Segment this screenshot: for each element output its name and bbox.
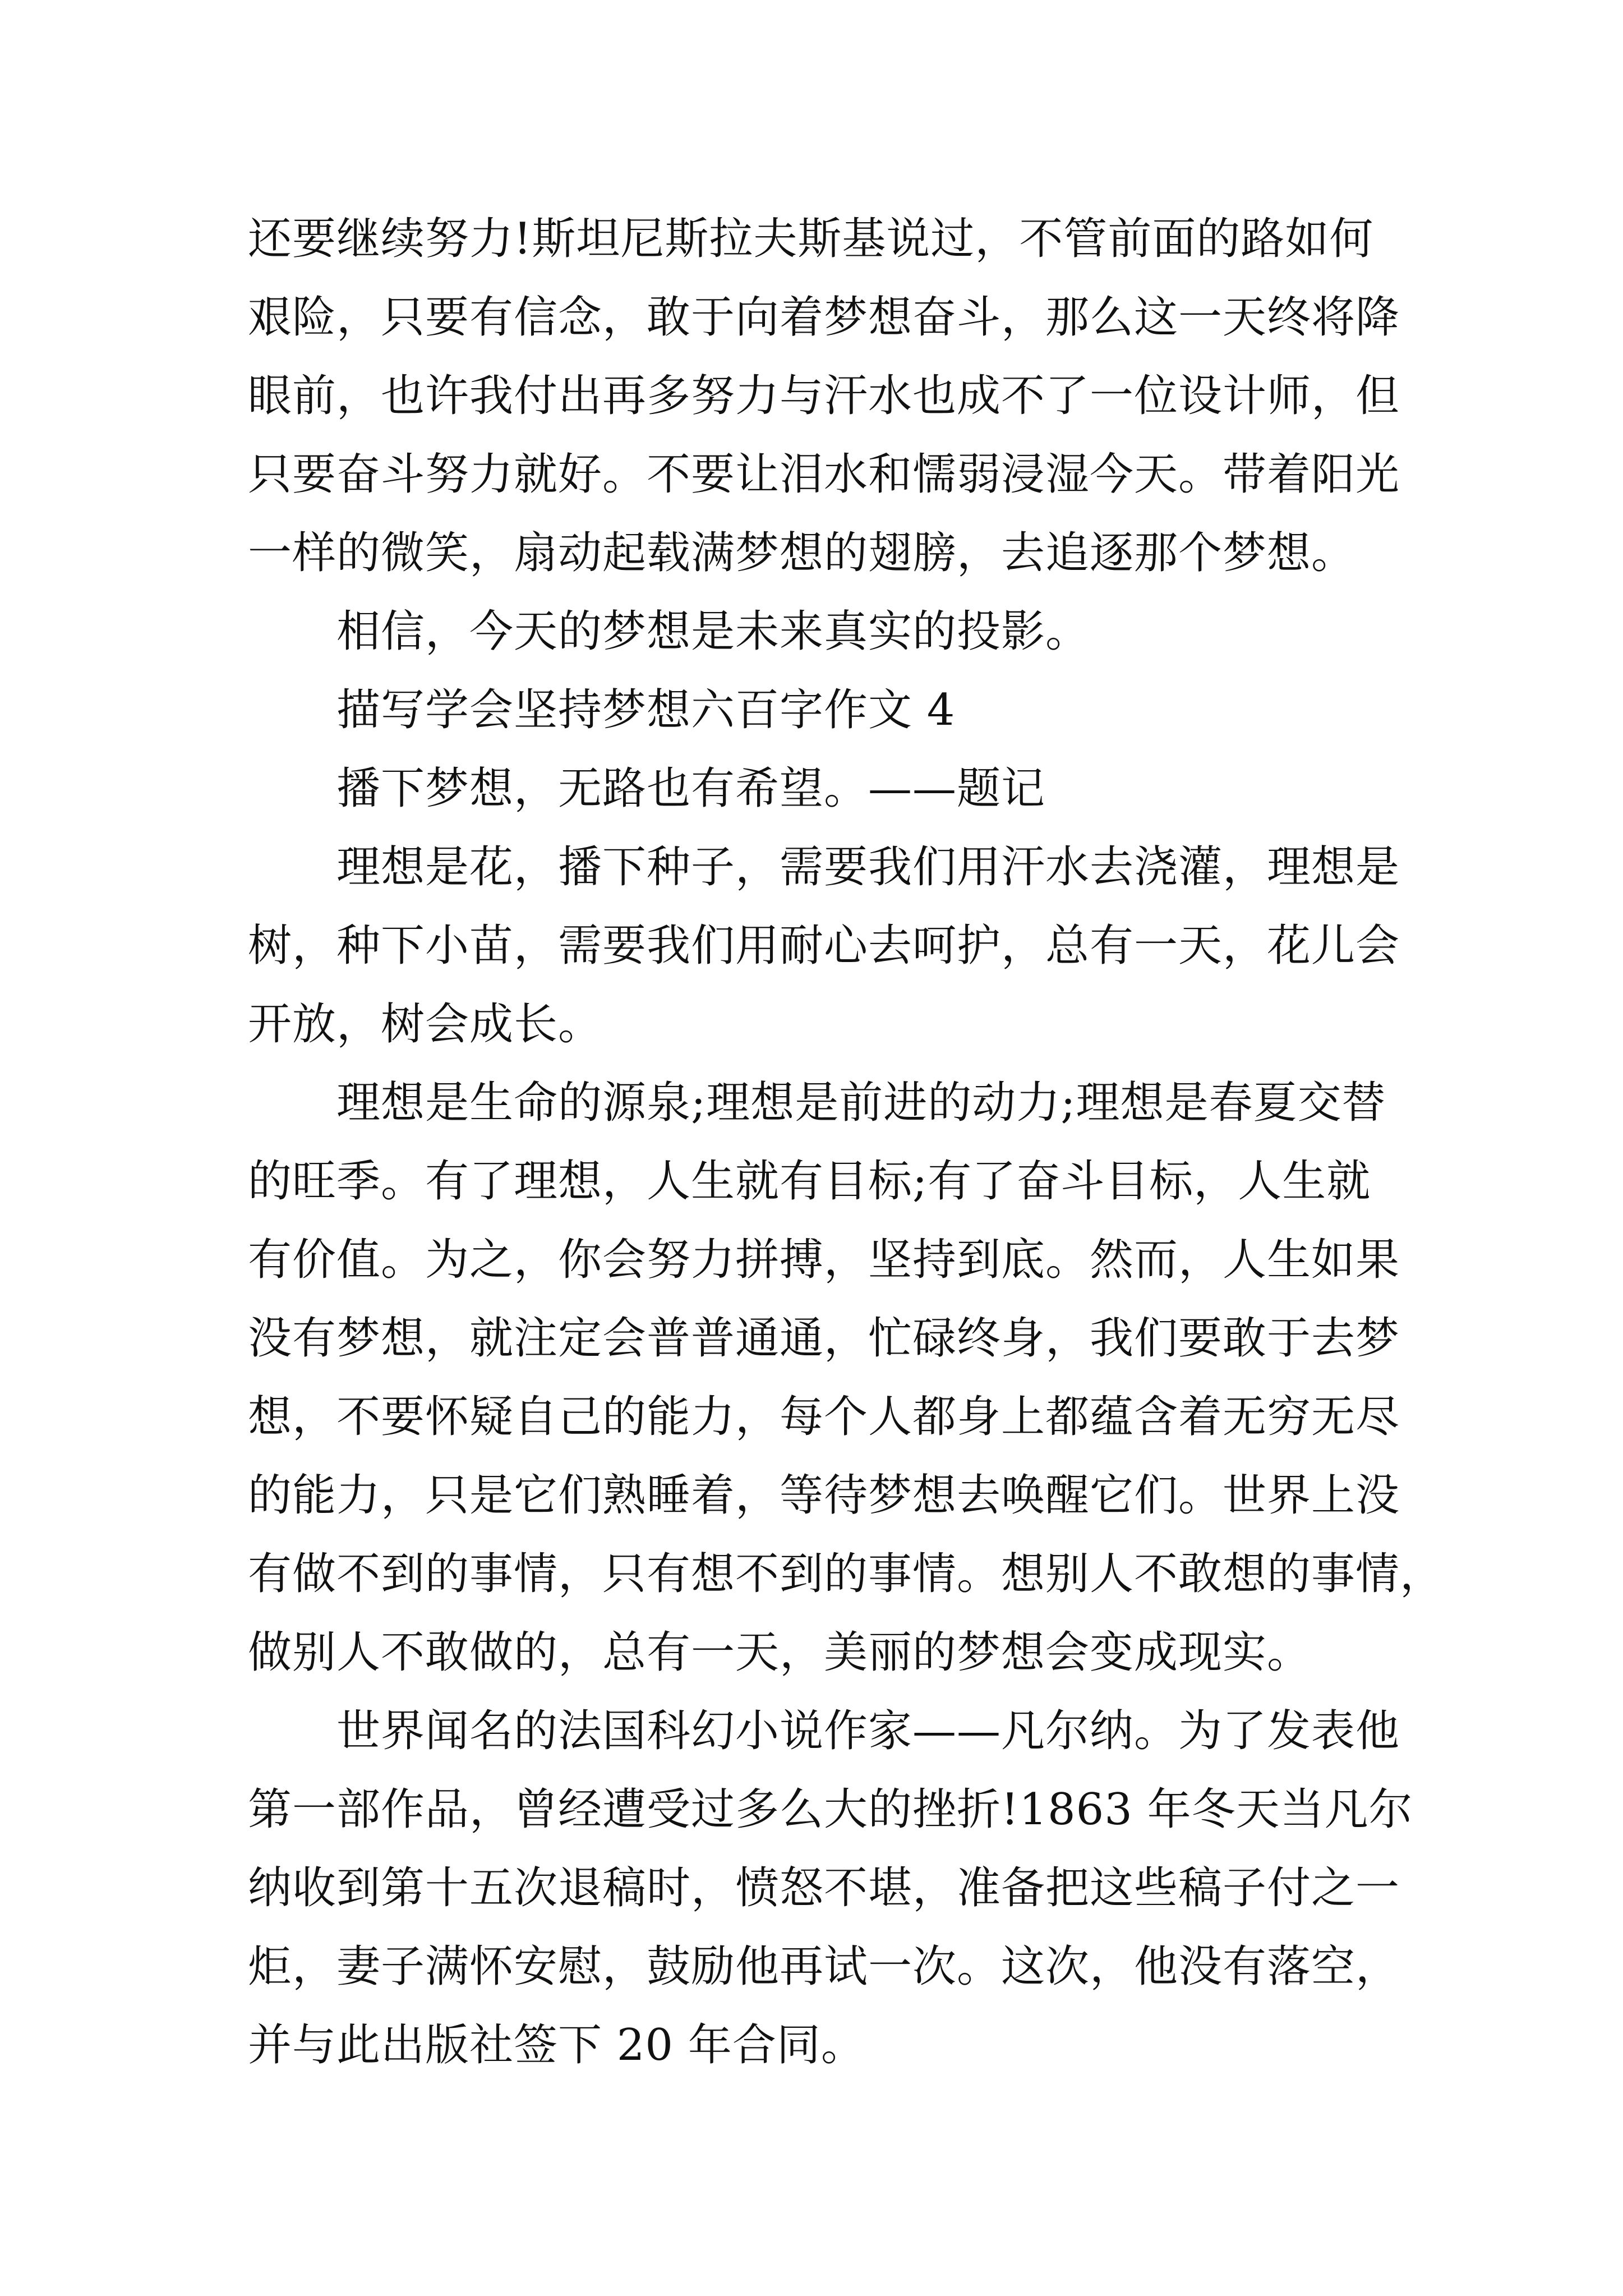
section-heading: 描写学会坚持梦想六百字作文 4	[336, 685, 956, 735]
text-line: 开放，树会成长。	[248, 999, 603, 1050]
text-line: 做别人不敢做的，总有一天，美丽的梦想会变成现实。	[248, 1627, 1312, 1678]
text-line: 炬，妻子满怀安慰，鼓励他再试一次。这次，他没有落空，	[248, 1941, 1400, 1992]
text-line: 只要奋斗努力就好。不要让泪水和懦弱浸湿今天。带着阳光	[248, 449, 1400, 500]
text-line: 还要继续努力!斯坦尼斯拉夫斯基说过，不管前面的路如何	[248, 214, 1374, 264]
text-line: 的旺季。有了理想，人生就有目标;有了奋斗目标，人生就	[248, 1156, 1371, 1207]
text-line: 一样的微笑，扇动起载满梦想的翅膀，去追逐那个梦想。	[248, 528, 1356, 578]
text-line: 眼前，也许我付出再多努力与汗水也成不了一位设计师，但	[248, 371, 1400, 421]
text-line: 想，不要怀疑自己的能力，每个人都身上都蕴含着无穷无尽	[248, 1392, 1400, 1442]
text-line: 有价值。为之，你会努力拼搏，坚持到底。然而，人生如果	[248, 1235, 1400, 1285]
epigraph: 播下梦想，无路也有希望。——题记	[336, 763, 1046, 814]
text-line: 的能力，只是它们熟睡着，等待梦想去唤醒它们。世界上没	[248, 1470, 1400, 1521]
text-line: 第一部作品，曾经遭受过多么大的挫折!1863 年冬天当凡尔	[248, 1784, 1413, 1835]
text-line: 纳收到第十五次退稿时，愤怒不堪，准备把这些稿子付之一	[248, 1863, 1400, 1913]
text-line: 相信，今天的梦想是未来真实的投影。	[336, 606, 1090, 657]
text-line: 没有梦想，就注定会普普通通，忙碌终身，我们要敢于去梦	[248, 1313, 1400, 1364]
text-line: 理想是花，播下种子，需要我们用汗水去浇灌，理想是	[336, 842, 1400, 892]
text-line: 有做不到的事情，只有想不到的事情。想别人不敢想的事情，	[248, 1549, 1445, 1599]
text-line: 世界闻名的法国科幻小说作家——凡尔纳。为了发表他	[336, 1706, 1400, 1756]
text-line: 并与此出版社签下 20 年合同。	[248, 2020, 865, 2070]
text-line: 理想是生命的源泉;理想是前进的动力;理想是春夏交替	[336, 1078, 1386, 1128]
text-line: 艰险，只要有信念，敢于向着梦想奋斗，那么这一天终将降	[248, 292, 1400, 343]
text-line: 树，种下小苗，需要我们用耐心去呵护，总有一天，花儿会	[248, 921, 1400, 971]
